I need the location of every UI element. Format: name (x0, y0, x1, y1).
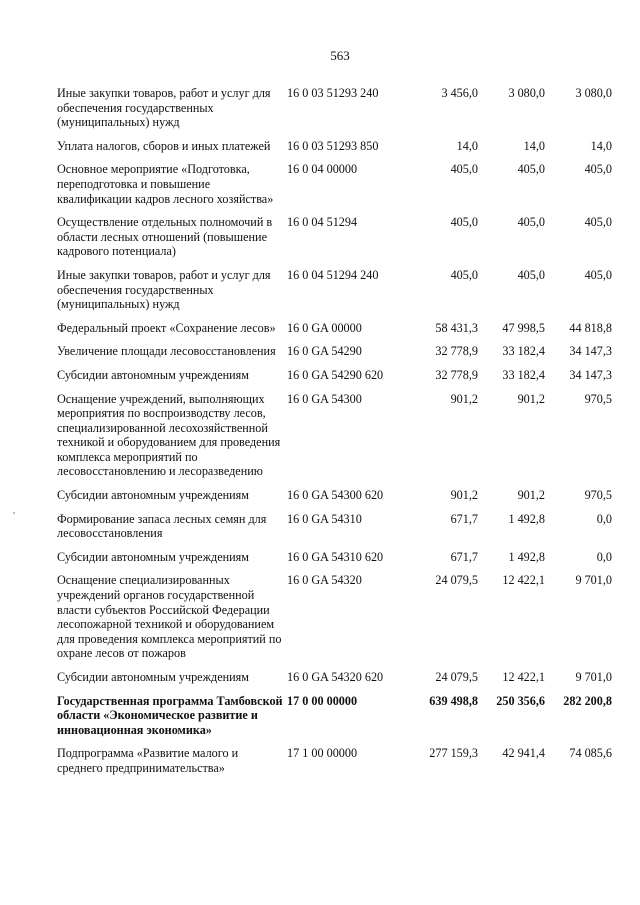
row-name: Формирование запаса лесных семян для лесовосстановления (57, 511, 267, 541)
row-code: 17 1 00 00000 (287, 746, 358, 761)
row-value-year1: 32 778,9 (435, 367, 478, 382)
row-name: Субсидии автономным учреждениям (57, 488, 249, 503)
row-value-year1: 58 431,3 (435, 320, 478, 335)
table-row (57, 215, 612, 259)
row-value-year1: 24 079,5 (435, 670, 478, 684)
row-name: Иные закупки товаров, работ и услуг для обеспечения государственных (муниципальных) нужд (57, 86, 271, 130)
row-name: Субсидии автономным учреждениям (57, 549, 249, 564)
row-name: Подпрограмма «Развитие малого и среднего предпринимательства» (57, 746, 239, 775)
row-value-year1: 901,2 (450, 391, 478, 406)
table-row-program-total (57, 694, 612, 738)
table-row (57, 368, 612, 383)
row-code: 16 0 04 00000 (287, 162, 358, 177)
row-code: 16 0 04 51294 (287, 215, 358, 230)
row-value-year3: 9 701,0 (575, 573, 612, 588)
row-code: 16 0 03 51293 850 (287, 138, 379, 153)
table-row (57, 139, 612, 154)
row-value-year2: 33 182,4 (502, 367, 545, 382)
row-value-year1: 405,0 (450, 215, 478, 230)
row-value-year2: 47 998,5 (502, 320, 545, 335)
row-value-year1: 3 456,0 (441, 86, 478, 100)
row-value-year3: 9 701,0 (575, 670, 612, 684)
row-value-year3: 14,0 (590, 138, 612, 153)
row-code: 16 0 03 51293 240 (287, 86, 379, 100)
table-row (57, 512, 612, 541)
row-value-year1: 671,7 (450, 511, 478, 526)
row-value-year1: 32 778,9 (435, 344, 478, 359)
row-value-year2: 14,0 (523, 138, 545, 153)
table-row (57, 488, 612, 503)
row-value-year3: 405,0 (584, 215, 612, 230)
row-value-year3: 970,5 (584, 488, 612, 503)
row-value-year1: 405,0 (450, 267, 478, 282)
table-row (57, 321, 612, 336)
row-value-year3: 0,0 (596, 549, 612, 564)
row-value-year3: 405,0 (584, 267, 612, 282)
row-value-year3: 282 200,8 (563, 693, 612, 708)
row-code: 16 0 GA 00000 (287, 320, 362, 335)
row-value-year3: 970,5 (584, 391, 612, 406)
row-value-year1: 277 159,3 (429, 746, 478, 761)
row-value-year1: 639 498,8 (429, 693, 478, 708)
row-value-year3: 34 147,3 (569, 367, 612, 382)
row-value-year3: 0,0 (596, 511, 612, 526)
row-name: Субсидии автономным учреждениям (57, 670, 249, 684)
row-code: 17 0 00 00000 (287, 693, 358, 708)
table-row (57, 344, 612, 359)
row-code: 16 0 GA 54310 620 (287, 549, 384, 564)
row-value-year2: 42 941,4 (502, 746, 545, 761)
row-value-year3: 405,0 (584, 162, 612, 177)
row-name: Уплата налогов, сборов и иных платежей (57, 138, 271, 153)
row-value-year3: 34 147,3 (569, 344, 612, 359)
row-code: 16 0 GA 54290 (287, 344, 362, 359)
table-row (57, 268, 612, 312)
row-value-year1: 901,2 (450, 488, 478, 503)
row-name: Увеличение площади лесовосстановления (57, 344, 276, 359)
page-number: 563 (330, 48, 350, 63)
table-row (57, 162, 612, 206)
row-value-year2: 405,0 (517, 267, 545, 282)
table-row (57, 392, 612, 480)
row-value-year2: 12 422,1 (502, 573, 545, 588)
table-row (57, 670, 612, 685)
row-name: Иные закупки товаров, работ и услуг для обеспечения государственных (муниципальных) нужд (57, 267, 271, 312)
row-value-year3: 74 085,6 (569, 746, 612, 761)
row-name: Федеральный проект «Сохранение лесов» (57, 320, 276, 335)
row-code: 16 0 GA 54310 (287, 511, 362, 526)
table-row (57, 86, 612, 130)
row-value-year3: 44 818,8 (569, 320, 612, 335)
row-code: 16 0 GA 54300 620 (287, 488, 384, 503)
row-value-year2: 901,2 (517, 488, 545, 503)
row-code: 16 0 GA 54320 (287, 573, 362, 588)
row-value-year1: 24 079,5 (435, 573, 478, 588)
row-value-year2: 405,0 (517, 215, 545, 230)
row-value-year2: 12 422,1 (502, 670, 545, 684)
row-name: Субсидии автономным учреждениям (57, 367, 249, 382)
row-value-year1: 671,7 (450, 549, 478, 564)
scan-margin-mark (13, 512, 15, 514)
row-value-year2: 405,0 (517, 162, 545, 177)
row-value-year2: 33 182,4 (502, 344, 545, 359)
row-name: Основное мероприятие «Подготовка, переподготовка и повышение квалификации кадров лесного хозяйства» (57, 162, 274, 206)
row-name: Оснащение учреждений, выполняющих мероприятия по воспроизводству лесов, специализированной лесохозяйственной техникой и оборудованием для проведения комплекса мероприятий по лесовосстановлению и лесоразведению (57, 391, 281, 479)
row-value-year2: 250 356,6 (496, 693, 545, 708)
row-value-year1: 405,0 (450, 162, 478, 177)
row-code: 16 0 GA 54320 620 (287, 670, 384, 684)
budget-table (57, 86, 612, 785)
row-value-year2: 3 080,0 (508, 86, 545, 100)
row-code: 16 0 04 51294 240 (287, 267, 379, 282)
row-name: Осуществление отдельных полномочий в области лесных отношений (повышение кадрового потенциала) (57, 215, 273, 259)
table-row (57, 573, 612, 661)
row-name: Государственная программа Тамбовской области «Экономическое развитие и инновационная экономика» (57, 693, 283, 737)
row-name: Оснащение специализированных учреждений органов государственной власти субъектов Российской Федерации лесопожарной техникой и оборудованием для проведения комплекса мероприятий по охране лесов от пожаров (57, 573, 282, 661)
row-code: 16 0 GA 54300 (287, 391, 362, 406)
row-code: 16 0 GA 54290 620 (287, 367, 384, 382)
row-value-year1: 14,0 (456, 138, 478, 153)
row-value-year2: 901,2 (517, 391, 545, 406)
table-row (57, 746, 612, 775)
row-value-year2: 1 492,8 (508, 549, 545, 564)
row-value-year2: 1 492,8 (508, 511, 545, 526)
table-row (57, 550, 612, 565)
row-value-year3: 3 080,0 (575, 86, 612, 100)
